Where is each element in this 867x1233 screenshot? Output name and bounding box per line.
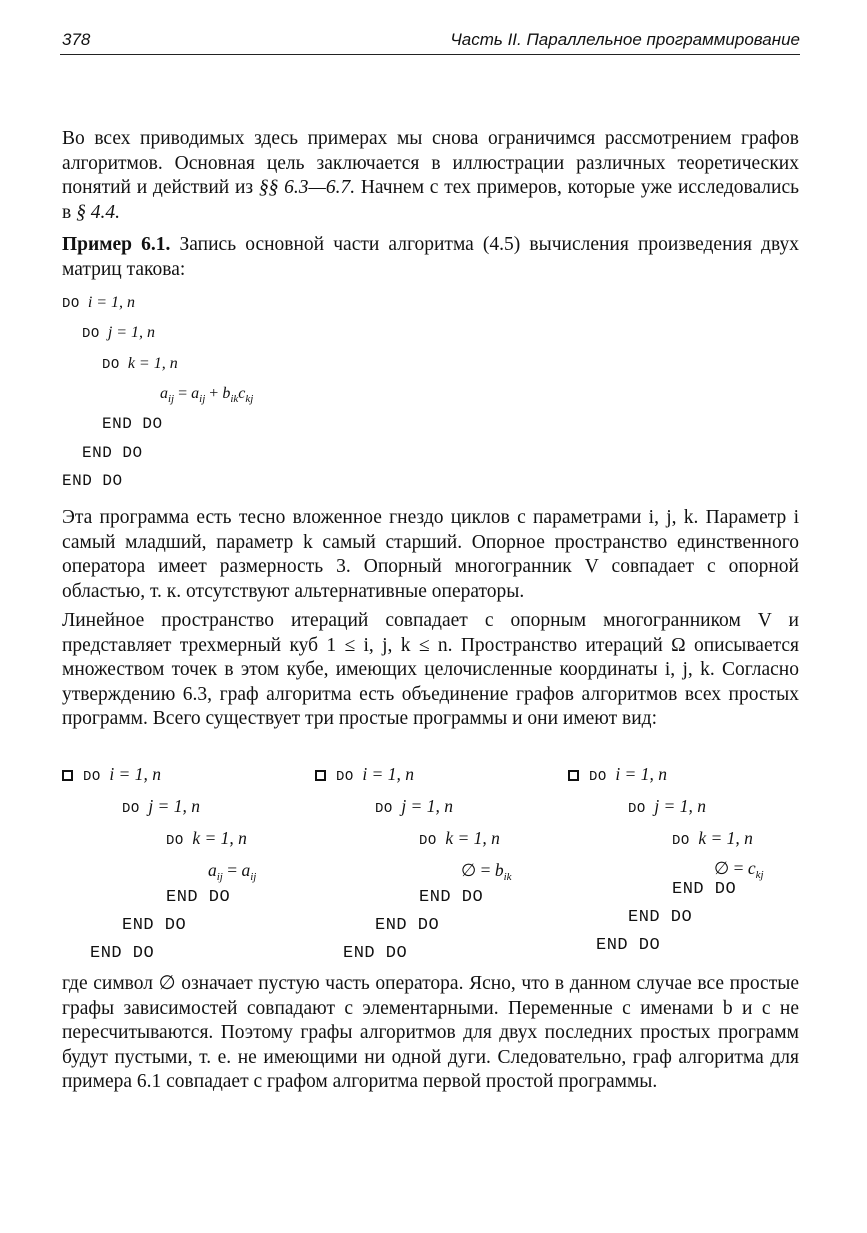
code-line-end-do-j: END DO <box>82 444 143 462</box>
program-line-do-j: DO j = 1, n <box>628 796 706 817</box>
program-line-do-k: DO k = 1, n <box>672 828 753 849</box>
code-line-end-do-i: END DO <box>62 472 123 490</box>
program-line-end-do-k: END DO <box>672 880 737 899</box>
example-paragraph <box>62 233 799 282</box>
program-line-do-i: DO i = 1, n <box>315 764 414 785</box>
example-label: Пример 6.1. <box>62 234 171 255</box>
simple-program-2 <box>315 764 555 964</box>
intro-text-b: Начнем с тех примеров, которые уже исследовались в <box>62 177 800 223</box>
simple-program-1 <box>62 764 302 964</box>
checkbox-icon <box>62 770 73 781</box>
program-line-do-k: DO k = 1, n <box>419 828 500 849</box>
intro-text-a: Во всех приводимых здесь примерах мы снова ограничимся рассмотрением графов алгоритмов. Основная цель заключается в иллюстрации различных теоретических понятий и действий из <box>62 128 799 198</box>
program-line-end-do-i: END DO <box>343 944 408 963</box>
program-line-body: ∅ = $c_{kj}$ <box>714 858 764 881</box>
program-line-do-j: DO j = 1, n <box>375 796 453 817</box>
program-line-do-i: DO i = 1, n <box>62 764 161 785</box>
page-number: 378 <box>62 30 91 49</box>
program-line-do-k: DO k = 1, n <box>166 828 247 849</box>
checkbox-icon <box>315 770 326 781</box>
code-line-do-k: DO k = 1, n <box>102 355 178 373</box>
program-line-do-j: DO j = 1, n <box>122 796 200 817</box>
code-line-do-j: DO j = 1, n <box>82 324 156 342</box>
program-line-do-i: DO i = 1, n <box>568 764 667 785</box>
program-line-end-do-j: END DO <box>122 916 187 935</box>
program-line-end-do-k: END DO <box>166 888 231 907</box>
section-ref-b: § 4.4. <box>76 201 120 223</box>
checkbox-icon <box>568 770 579 781</box>
program-line-end-do-i: END DO <box>596 936 661 955</box>
running-header <box>60 30 800 55</box>
program-line-body: ∅ = $b_{ik}$ <box>461 860 512 883</box>
intro-paragraph <box>62 127 799 225</box>
chapter-title: Часть II. Параллельное программирование <box>450 30 800 49</box>
program-line-body: $a_{ij} = a_{ij}$ <box>208 860 257 883</box>
program-line-end-do-j: END DO <box>628 908 693 927</box>
program-line-end-do-i: END DO <box>90 944 155 963</box>
simple-program-3 <box>568 764 808 964</box>
iteration-space-paragraph: Линейное пространство итераций совпадает с опорным многогранником V и представляет трехмерный куб 1 ≤ i, j, k ≤ n. Пространство итераций Ω описывается множеством точек в этом кубе, имеющих целочисленные координаты i, j, k. Согласно утверждению 6.3, граф алгоритма есть объединение графов алгоритмов всех простых программ. Всего существует три простые программы и они имеют вид: <box>62 610 799 729</box>
conclusion-paragraph: где символ ∅ означает пустую часть оператора. Ясно, что в данном случае все простые графы зависимостей совпадают с элементарными. Переменные с именами b и c не пересчитываются. Поэтому графы алгоритмов для двух последних простых программ будут пустыми, т. е. не имеющими ни одной дуги. Следовательно, граф алгоритма для примера 6.1 совпадает с графом алгоритма первой простой программы. <box>62 973 799 1092</box>
loop-nest-paragraph: Эта программа есть тесно вложенное гнездо циклов с параметрами i, j, k. Параметр i самый младший, параметр k самый старший. Опорное пространство единственного оператора имеет размерность 3. Опорный многогранник V совпадает с опорной областью, т. к. отсутствуют альтернативные операторы. <box>62 507 799 602</box>
example-text: Запись основной части алгоритма (4.5) вычисления произведения двух матриц такова: <box>62 234 800 280</box>
program-line-end-do-j: END DO <box>375 916 440 935</box>
program-line-end-do-k: END DO <box>419 888 484 907</box>
code-line-do-i: DO i = 1, n <box>62 294 136 312</box>
section-ref-a: §§ 6.3—6.7. <box>258 177 356 198</box>
code-line-body: $a_{ij} = a_{ij} + b_{ik}c_{kj}$ <box>160 385 254 405</box>
code-line-end-do-k: END DO <box>102 415 163 433</box>
